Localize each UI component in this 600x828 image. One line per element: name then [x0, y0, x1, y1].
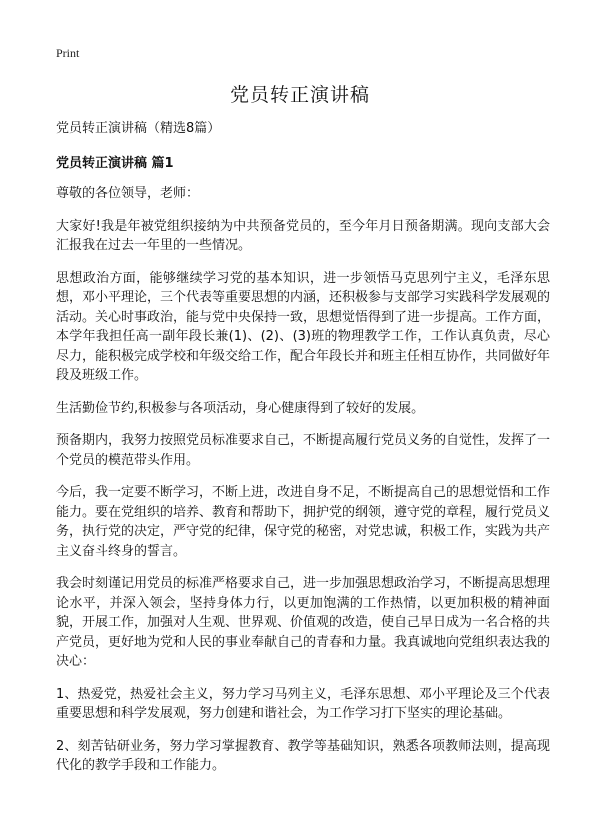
- paragraph-resolution-2: 2、刻苦钻研业务，努力学习掌握教育、教学等基础知识，熟悉各项教师法则，提高现代化的教学手段和工作能力。: [56, 738, 550, 773]
- paragraph-salutation: 尊敬的各位领导，老师：: [56, 186, 200, 201]
- paragraph-future: 今后，我一定要不断学习，不断上进，改进自身不足，不断提高自己的思想觉悟和工作能力。要在党组织的培养、教育和帮助下，拥护党的纲领，遵守党的章程，履行党员义务，执行党的决定，严守党的纪律，保守党的秘密，对党忠诚，积极工作，实践为共产主义奋斗终身的誓言。: [56, 485, 551, 559]
- paragraph-life: 生活勤俭节约,积极参与各项活动，身心健康得到了较好的发展。: [56, 400, 425, 416]
- paragraph-resolution-1: 1、热爱党，热爱社会主义，努力学习马列主义，毛泽东思想、邓小平理论及三个代表重要思想和科学发展观，努力创建和谐社会，为工作学习打下坚实的理论基础。: [56, 686, 550, 721]
- document-title: 党员转正演讲稿: [229, 84, 370, 106]
- print-label[interactable]: Print: [56, 46, 80, 60]
- paragraph-ideology-work: 思想政治方面，能够继续学习党的基本知识，进一步领悟马克思列宁主义，毛泽东思想，邓小平理论，三个代表等重要思想的内涵，还积极参与支部学习实践科学发展观的活动。关心时事政治，能与党中央保持一致，思想觉悟得到了进一步提高。工作方面，本学年我担任高一副年段长兼(1)、(2)、(3)班的物理教学工作，工作认真负责，尽心尽力，能积极完成学校和年级交给工作，配合年段长并和班主任相互协作，共同做好年段及班级工作。: [56, 270, 551, 383]
- section-heading: 党员转正演讲稿 篇1: [56, 156, 174, 171]
- paragraph-probation: 预备期内，我努力按照党员标准要求自己，不断提高履行党员义务的自觉性，发挥了一个党员的模范带头作用。: [56, 433, 551, 468]
- paragraph-introduction: 大家好!我是年被党组织接纳为中共预备党员的，至今年月日预备期满。现向支部大会汇报我在过去一年里的一些情况。: [56, 218, 550, 253]
- document-body: [56, 120, 550, 776]
- paragraph-commitment: 我会时刻谨记用党员的标准严格要求自己，进一步加强思想政治学习，不断提高思想理论水平，并深入领会，坚持身体力行，以更加饱满的工作热情，以更加积极的精神面貌，开展工作，加强对人生观、世界观、价值观的改造，使自己早日成为一名合格的共产党员，更好地为党和人民的事业奉献自己的青春和力量。我真诚地向党组织表达我的决心：: [56, 576, 551, 669]
- document-subtitle: 党员转正演讲稿（精选8篇）: [56, 121, 221, 136]
